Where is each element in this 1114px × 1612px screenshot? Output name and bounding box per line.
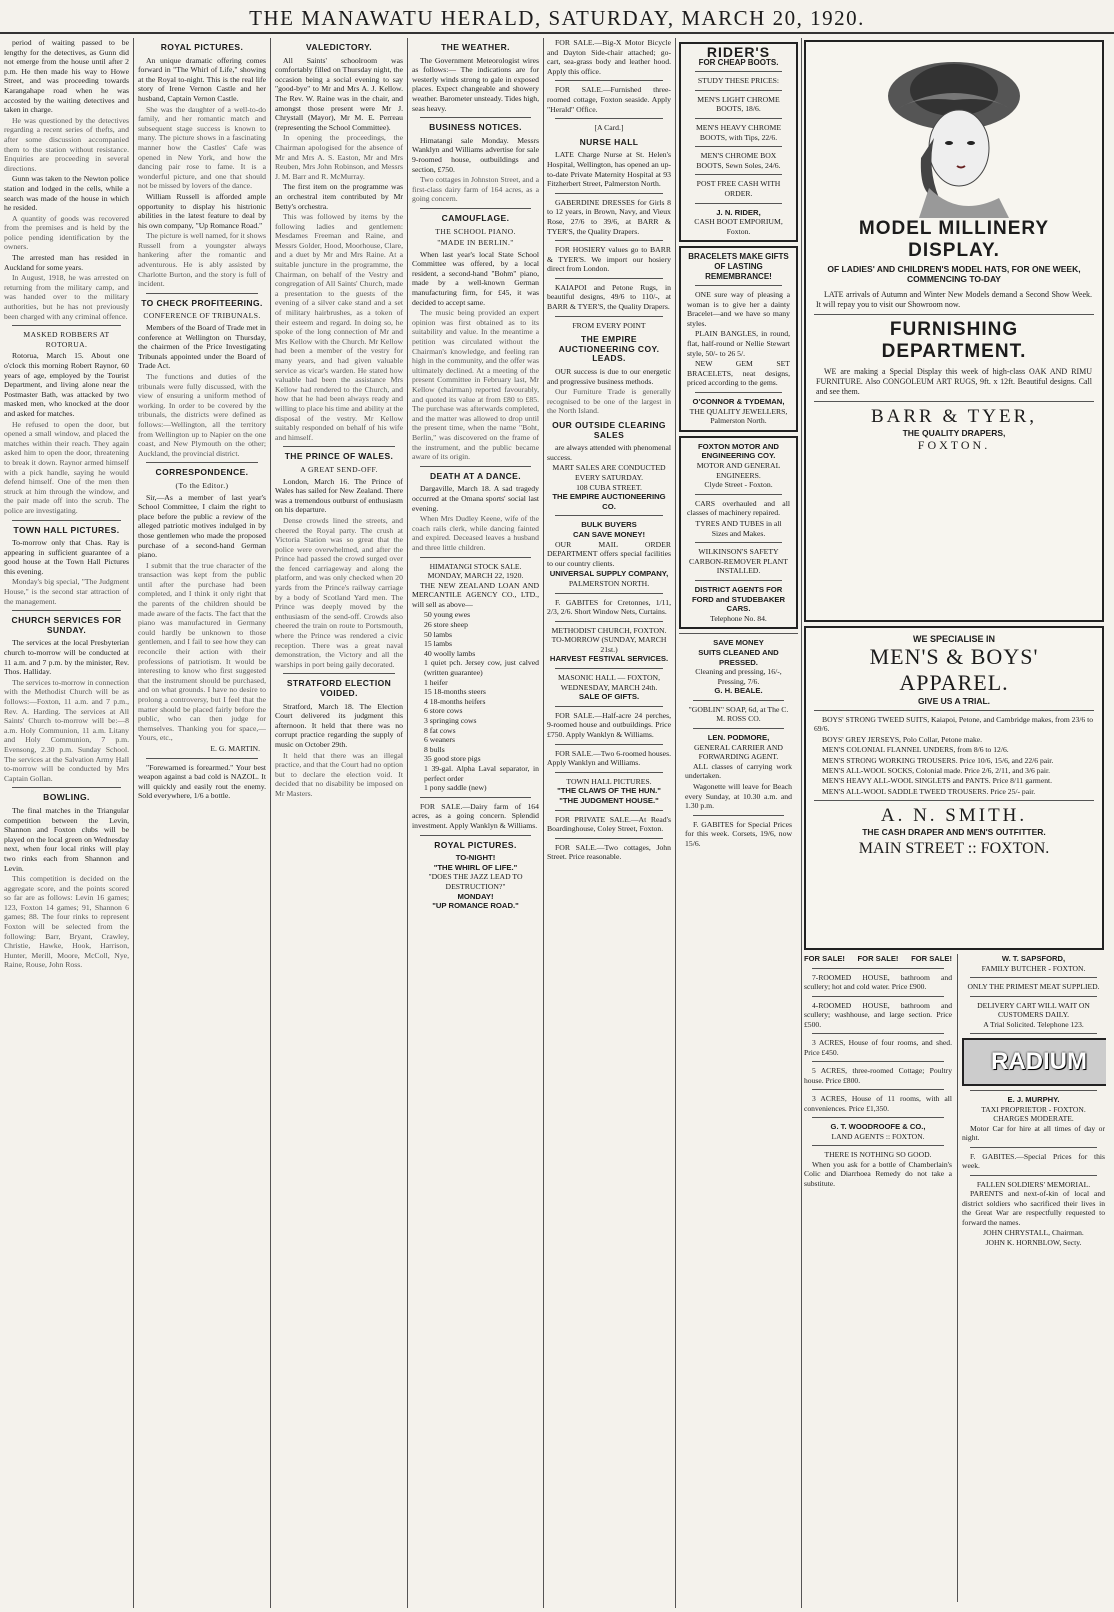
advert-line: Foxton. — [726, 226, 751, 236]
article-heading: THE WEATHER. — [441, 42, 510, 52]
advert-line: GIVE US A TRIAL. — [917, 696, 991, 706]
advert-line: JOHN CHRYSTALL, Chairman. — [983, 1228, 1084, 1237]
advert-line: Telephone No. 84. — [710, 613, 767, 623]
advert-line: DELIVERY CART WILL WAIT ON CUSTOMERS DAILY. — [977, 1000, 1090, 1019]
filler-text: He refused to open the door, but opened a small window, and placed the matches within their reach. They again asked him to open the door, threatening to break it down. Raynor armed himself with a pick handle, saying he would defend himself. One of the men then struck at him through the window, and the pair made off into the scrub. The police are investigating. — [4, 419, 129, 515]
article-heading: CORRESPONDENCE. — [155, 467, 249, 478]
article-paragraph: When last year's local State School Committee was offered, by a local resident, a second-hand "Bohm" piano, made by a well-known German manufacturing firm, for £45, it was decided to accept same. — [412, 249, 539, 307]
advert-text: LATE Charge Nurse at St. Helen's Hospital, Wellington, has opened an up-to-date Private Maternity Hospital at 93 Fitzherbert Street, Palmerston North. — [547, 150, 671, 189]
article-heading: ROYAL PICTURES. — [160, 42, 244, 52]
advert-line: FOR SALE! — [857, 954, 899, 963]
advert-title: SAVE MONEY — [713, 638, 764, 648]
advert-text: F. GABITES for Special Prices for this week. Corsets, 19/6, now 15/6. — [685, 819, 792, 848]
filler-text: The functions and duties of the tribunals were fully discussed, with the view of ensuring a uniform method of working. In order to be covered by the tribunals, the districts were defined as follows:—Wellington, all the territory from Wellington up to Napier on the one coast, and New Plymouth on the other; Auckland, the provincial district. — [138, 372, 266, 458]
stock-sale-date: MONDAY, MARCH 22, 1920. — [427, 571, 524, 581]
property-listing: 3 ACRES, House of 11 rooms, with all conveniences. Price £1,350. — [804, 1094, 952, 1113]
advert-text: OUR MAIL ORDER DEPARTMENT offers special facilities to our country clients. — [547, 539, 671, 568]
stock-item: 26 store sheep — [424, 620, 468, 630]
advert-line: MEN'S CHROME BOX BOOTS, Sewn Soles, 24/6. — [696, 151, 781, 170]
advert-title: RIDER'S — [706, 44, 771, 60]
divider — [812, 996, 944, 997]
stock-item: 1 heifer — [424, 677, 448, 687]
article-paragraph: Rotorua, March 15. About one o'clock this morning Robert Raynor, 60 years of age, employed by the Tourist Department, and living alone near the Postmaster Bath, was attacked by two masked men, who knocked at the door and asked for matches. — [4, 351, 129, 418]
article-paragraph: Sir,—As a member of last year's School Committee, I claim the right to place before the public a review of the alleged patriotic motives indulged in by those gentlemen who made the proposed purchase of a second-hand German piano. — [138, 492, 266, 560]
advert-line: TYRES AND TUBES in all Sizes and Makes. — [695, 518, 782, 538]
advertiser-name: BARR & TYER, — [870, 406, 1038, 427]
advert-text: LATE arrivals of Autumn and Winter New Models demand a Second Show Week. It will repay you to visit our Showroom now. — [816, 290, 1092, 309]
column-rule — [407, 38, 408, 1608]
stock-item: 35 good store pigs — [424, 754, 481, 764]
advert-line: FAMILY BUTCHER - FOXTON. — [981, 963, 1086, 973]
price-item: BOYS' STRONG TWEED SUITS, Kaiapoi, Petone, and Cambridge makes, from 23/6 to 69/6. — [814, 715, 1093, 734]
filler-text: Monday's big special, "The Judgment House," is the second star attraction of the management. — [4, 577, 129, 606]
advert-line: MASONIC HALL — FOXTON, WEDNESDAY, MARCH 24th. — [557, 673, 661, 692]
divider — [812, 1033, 944, 1034]
divider — [555, 80, 663, 81]
advert-line: MEN'S HEAVY CHROME BOOTS, with Tips, 22/6. — [695, 122, 782, 142]
stock-item: 15 18-months steers — [424, 687, 486, 697]
divider — [555, 240, 663, 241]
article-subheading: A GREAT SEND-OFF. — [300, 464, 378, 474]
article-paragraph: period of waiting passed to be lengthy for the detectives, as Gunn did not emerge from the house until after 2 p.m. He then made his way to Howe Street, and was proceeding towards Karangahape road when he was accosted by the waiting detectives and taken in charge. — [4, 38, 129, 115]
display-ads-column — [804, 38, 1106, 1606]
stock-item: 6 store cows — [424, 706, 463, 716]
advert-heading: NURSE HALL — [579, 136, 639, 147]
article-paragraph: The services at the local Presbyterian church to-morrow will be conducted at 11 a.m. and 7 p.m. by the minister, Rev. Thos. Halliday. — [4, 638, 129, 677]
advert-text: PLAIN BANGLES, in round, flat, half-round or Nellie Stewart style, 50/- to 26 5/. — [687, 329, 790, 358]
divider — [555, 515, 663, 516]
article-paragraph: The Government Meteorologist wires as follows:— The indications are for westerly winds strong to gale in exposed places. Expect changeable and showery weather. Barometer unsteady. Tides high, seas heavy. — [412, 55, 539, 113]
stock-sale-intro: THE NEW ZEALAND LOAN AND MERCANTILE AGENCY CO., LTD., will sell as above— — [412, 580, 539, 609]
advert-line: Palmerston North. — [710, 416, 767, 426]
divider — [555, 706, 663, 707]
divider — [970, 977, 1097, 978]
advert-line: "THE WHIRL OF LIFE." — [433, 862, 518, 872]
divider — [695, 580, 782, 581]
advert-text: F. GABITES for Cretonnes, 1/11, 2/3, 2/6. Short Window Nets, Curtains. — [547, 597, 671, 617]
divider — [146, 758, 258, 759]
advert-line: TOWN HALL PICTURES. — [566, 776, 652, 786]
advert-title: DISPLAY. — [908, 240, 1000, 261]
stock-item: 40 woolly lambs — [424, 648, 476, 658]
divider — [555, 744, 663, 745]
bracelets-ad — [679, 246, 798, 432]
price-item: MEN'S COLONIAL FLANNEL UNDERS, from 8/6 to 12/6. — [822, 745, 1009, 755]
article-paragraph: London, March 16. The Prince of Wales has sailed for New Zealand. There was a tremendous outburst of enthusiasm on his departure. — [275, 476, 403, 515]
divider — [970, 1033, 1097, 1034]
advert-text: OUR success is due to our energetic and progressive business methods. — [547, 367, 671, 386]
advert-line: FALLEN SOLDIERS' MEMORIAL. — [976, 1179, 1091, 1189]
advert-line: TO-NIGHT! — [455, 853, 496, 863]
filler-text: It held that there was an illegal practice, and that the Court had no option but to declare the election void. It decided that no disability be imposed on Mr Masters. — [275, 750, 403, 798]
article-heading: BUSINESS NOTICES. — [429, 122, 522, 133]
advertiser-name: G. T. WOODROOFE & CO., — [830, 1122, 926, 1131]
advert-line: WILKINSON'S SAFETY CARBON-REMOVER PLANT INSTALLED. — [689, 547, 788, 576]
tradesmen-ads — [957, 954, 1105, 1602]
filler-text: The services to-morrow in connection with the Methodist Church will be as follows:—Foxton, 11 a.m. and 7 p.m., Rev. A. Harding. The services at All Saints' Church to-morrow will be:—8 a.m. Holy Communion, 11 a.m. Litany and Holy Communion, 7 p.m. Evensong, 2.30 p.m. Sunday School. The services at the Salvation Army Hall to-morrow will be conducted by Mrs Captain Gollan. — [4, 677, 129, 783]
foxton-motor-ad — [679, 436, 798, 630]
divider — [970, 1090, 1097, 1091]
article-paragraph: William Russell is afforded ample opportunity to display his histrionic abilities in the latest feature to deal by his own company, "Up Romance Road." — [138, 191, 266, 230]
advert-line: LEN. PODMORE, — [707, 733, 770, 743]
filler-text: The music being provided an expert opinion was first obtained as to its suitability and value. In the meantime a petition was circulated without the Chairman's knowledge, and feeling ran high in the community, and the offer was ultimately declined. At a meeting of the present Committee in February last, Mr Kellow (chairman) reported favourably, and quoted its value at from £80 to £85. The purchase was afterwards completed, and the matter was allowed to drop until the present time, when the name "Boht, Berlin," was discovered on the frame of the instrument, and the public became aware of its origin. — [412, 308, 539, 462]
article-heading: TO CHECK PROFITEERING. — [141, 297, 263, 308]
divider — [695, 90, 782, 91]
advertiser-name: A. N. SMITH. — [880, 805, 1028, 827]
advert-line: SUITS CLEANED AND PRESSED. — [698, 647, 779, 667]
advert-line: FOR SALE! — [911, 954, 952, 963]
masthead-title: THE MANAWATU HERALD, SATURDAY, MARCH 20, 1920. — [249, 6, 865, 30]
price-item: MEN'S ALL-WOOL SOCKS, Colonial made. Price 2/6, 2/11, and 3/6 pair. — [822, 766, 1050, 776]
divider — [420, 835, 531, 836]
advert-line: LAND AGENTS :: FOXTON. — [831, 1131, 925, 1141]
advert-line: METHODIST CHURCH, FOXTON. — [551, 625, 667, 635]
article-paragraph: To-morrow only that Chas. Ray is appearing in sufficient guarantee of a good house at the Town Hall Pictures this evening. — [4, 538, 129, 576]
advert-line: DISTRICT AGENTS FOR FORD and STUDEBAKER CARS. — [691, 584, 786, 614]
article-paragraph: Gunn was taken to the Newton police station and lodged in the cells, while a search was made of the house in which he resided. — [4, 174, 129, 213]
divider — [814, 710, 1094, 711]
advert-heading: ROYAL PICTURES. — [434, 839, 517, 850]
advert-line: THE CASH DRAPER AND MEN'S OUTFITTER. — [862, 827, 1046, 838]
divider — [12, 610, 121, 611]
article-heading: BOWLING. — [43, 792, 90, 803]
advert-line: BULK BUYERS — [581, 520, 637, 530]
advertiser-name: W. T. SAPSFORD, — [1001, 954, 1066, 963]
advert-line: ONLY THE PRIMEST MEAT SUPPLIED. — [967, 982, 1100, 991]
article-paragraph: All Saints' schoolroom was comfortably filled on Thursday night, the occasion being a social evening to say "good-bye" to Mr and Mrs A. J. Kellow. The Rev. W. Raine was in the chair, and amongst those present were Mr J. Chrystall (Mayor), Mr M. E. Perreau (representing the School Committee). — [275, 55, 403, 132]
advert-heading: THE EMPIRE AUCTIONEERING COY. LEADS. — [558, 334, 660, 364]
advert-line: SALE OF GIFTS. — [578, 692, 640, 702]
advert-line: "THE JUDGMENT HOUSE." — [559, 796, 659, 805]
advert-text: FOR SALE.—Dairy farm of 164 acres, as a going concern. Splendid investment. Apply Wanklyn & Williams. — [412, 801, 539, 830]
divider — [812, 968, 944, 969]
article-paragraph: Himatangi sale Monday. Messrs Wanklyn and Williams advertise for sale 9-roomed house, outbuildings and section, £750. — [412, 135, 539, 174]
advert-line: TO-MORROW (SUNDAY, MARCH 21st.) — [551, 635, 667, 654]
price-item: MEN'S HEAVY ALL-WOOL SINGLETS and PANTS. Price 8/11 garment. — [822, 776, 1053, 786]
article-subheading: "MADE IN BERLIN." — [437, 238, 514, 248]
barr-tyer-millinery-ad — [804, 40, 1104, 622]
divider — [693, 700, 784, 701]
divider — [693, 728, 784, 729]
advert-text: Motor Car for hire at all times of day or night. — [962, 1123, 1105, 1142]
column-rule — [543, 38, 544, 1608]
advert-line: "UP ROMANCE ROAD." — [432, 901, 519, 911]
advert-line: MART SALES ARE CONDUCTED EVERY SATURDAY. — [552, 463, 666, 482]
advert-text: NEW GEM SET BRACELETS, neat designs, priced according to the gems. — [687, 359, 790, 388]
advert-line: FOXTON. — [917, 438, 991, 452]
advert-title: APPAREL. — [899, 670, 1009, 695]
price-item: MEN'S ALL-WOOL SADDLE TWEED TROUSERS. Price 25/- pair. — [822, 786, 1036, 796]
divider — [555, 838, 663, 839]
advert-text: FOR SALE.—Two 6-roomed houses. Apply Wanklyn and Williams. — [547, 748, 671, 768]
divider — [812, 1145, 944, 1146]
for-sale-banner — [804, 954, 952, 964]
divider — [12, 325, 121, 326]
advert-line: MAIN STREET :: FOXTON. — [858, 840, 1050, 858]
advert-text: KAIAPOI and Petone Rugs, in beautiful designs, 49/6 to 110/-, at BARR & TYER'S, the Quality Drapers. — [547, 282, 671, 312]
advert-text: WE are making a Special Display this week of high-class OAK AND RIMU FURNITURE. Also CONGOLEUM ART RUGS, 9ft. x 12ft. Beautiful designs. Call and see them. — [816, 367, 1092, 396]
advert-line: FROM EVERY POINT — [572, 320, 646, 330]
advert-line: THE QUALITY DRAPERS, — [902, 428, 1006, 438]
article-heading: CHURCH SERVICES FOR SUNDAY. — [11, 615, 122, 635]
divider — [555, 621, 663, 622]
advert-line: OF LADIES' AND CHILDREN'S MODEL HATS, FOR ONE WEEK, COMMENCING TO-DAY — [827, 264, 1081, 284]
article-paragraph: The final matches in the Triangular competition between the Levin, Shannon and Foxton clubs will be played on the local green on Wednesday next, when four local rinks will play two rinks each from Shannon and Levin. — [4, 805, 129, 873]
stock-item: 1 39-gal. Alpha Laval separator, in perfect order — [424, 763, 539, 783]
divider — [555, 278, 663, 279]
riders-boots-ad — [679, 42, 798, 242]
divider — [695, 285, 782, 286]
advert-title: MEN'S & BOYS' — [869, 644, 1039, 669]
masthead — [0, 6, 1114, 34]
price-item: MEN'S STRONG WORKING TROUSERS. Price 10/6, 15/6, and 22/6 pair. — [822, 755, 1054, 765]
divider — [555, 193, 663, 194]
divider — [812, 1061, 944, 1062]
divider — [283, 446, 395, 447]
article-heading: STRATFORD ELECTION VOIDED. — [286, 678, 392, 698]
divider — [695, 174, 782, 175]
advert-line: 108 CUBA STREET. — [576, 482, 642, 492]
stock-item: 8 bulls — [424, 744, 445, 754]
advert-heading: OUR OUTSIDE CLEARING SALES — [552, 420, 666, 440]
divider — [695, 542, 782, 543]
land-agents-ad — [804, 954, 952, 1602]
advert-line: A Trial Solicited. Telephone 123. — [983, 1019, 1084, 1029]
advert-title: MODEL MILLINERY — [858, 218, 1050, 239]
column-rule — [270, 38, 271, 1608]
advert-text: GABERDINE DRESSES for Girls 8 to 12 years, in Brown, Navy, and Vieux Rose, 27/6 to 39/6, at BARR & TYER'S, the Quality Drapers. — [547, 197, 671, 236]
column-rule — [801, 38, 802, 1608]
article-heading: VALEDICTORY. — [305, 42, 373, 52]
stock-item: 6 weaners — [424, 735, 455, 745]
advert-line: HARVEST FESTIVAL SERVICES. — [549, 654, 669, 664]
divider — [695, 392, 782, 393]
filler-text: He was questioned by the detectives regarding a recent series of thefts, and after some discussion accompanied them to the station without resistance. Enquiries are proceeding in several directions. — [4, 115, 129, 173]
divider — [12, 520, 121, 521]
divider — [283, 673, 395, 674]
article-heading: CAMOUFLAGE. — [441, 212, 510, 223]
advert-title: DEPARTMENT. — [881, 341, 1027, 362]
article-subheading: (To the Editor.) — [175, 480, 229, 490]
advert-text: FOR HOSIERY values go to BARR & TYER'S. We import our hosiery direct from London. — [547, 245, 671, 274]
divider — [695, 146, 782, 147]
filler-text: She was the daughter of a well-to-do family, and her romantic match and subsequent stage success is known to many. The picture shows in a fascinating manner how the Castles' Cafe was opened in New York, and how the dancing pair rose to fame. It is a wonderful picture, and one that should not be missed by lovers of the dance. — [138, 104, 266, 191]
stock-item: 1 pony saddle (new) — [424, 783, 487, 793]
divider — [814, 800, 1094, 801]
filler-text: Our Furniture Trade is generally recognised to be one of the largest in the North Island. — [547, 387, 671, 416]
divider — [555, 810, 663, 811]
divider — [695, 203, 782, 204]
filler-text: A quantity of goods was recovered from the premises and is held by the police pending identification by the owners. — [4, 213, 129, 252]
divider — [420, 466, 531, 467]
advert-text: FOR PRIVATE SALE.—At Read's Boardinghouse, Coley Street, Foxton. — [547, 814, 671, 834]
stock-item: 50 lambs — [424, 629, 452, 639]
advert-text: FOR SALE.—Half-acre 24 perches, 9-roomed house and outbuildings. Price £750. Apply Wanklyn & Williams. — [547, 710, 671, 740]
filler-text: The picture is well named, for it shows Russell from a youngster always hankering after the romantic and adventurous. He is ably assisted by Charlotte Burton, and the story is full of incident. — [138, 231, 266, 289]
article-paragraph: Dargaville, March 18. A sad tragedy occurred at the Omana sports' social last evening. — [412, 484, 539, 513]
divider — [420, 117, 531, 118]
advert-line: "DOES THE JAZZ LEAD TO DESTRUCTION?" — [428, 872, 523, 891]
column-rule — [133, 38, 134, 1608]
divider — [420, 208, 531, 209]
advert-line: UNIVERSAL SUPPLY COMPANY, — [549, 569, 669, 579]
article-paragraph: An unique dramatic offering comes forward in "The Whirl of Life," showing at the Royal to-night. This is the real life story of Irene Vernon Castle and her husband, Captain Vernon Castle. — [138, 55, 266, 103]
article-subheading: CONFERENCE OF TRIBUNALS. — [143, 311, 261, 321]
price-item: BOYS' GREY JERSEYS, Polo Collar, Petone make. — [822, 734, 983, 744]
advert-line: PALMERSTON NORTH. — [568, 578, 650, 588]
divider — [695, 71, 782, 72]
advert-text: F. GABITES.—Special Prices for this week. — [962, 1151, 1105, 1170]
stock-list — [412, 610, 539, 792]
divider — [970, 996, 1097, 997]
advert-title: FOXTON MOTOR AND ENGINEERING COY. — [697, 441, 779, 461]
advert-text: "Forewarned is forearmed." Your best weapon against a bad cold is NAZOL. It will quickly and easily rout the enemy. Sold everywhere, 1/6 a bottle. — [138, 762, 266, 801]
advert-line: GENERAL CARRIER AND FORWARDING AGENT. — [694, 742, 783, 762]
advert-line: Clyde Street - Foxton. — [704, 480, 773, 490]
column-5 — [547, 38, 671, 1606]
divider — [693, 815, 784, 816]
stock-item: 1 quiet pch. Jersey cow, just calved (written guarantee) — [424, 658, 539, 678]
letter-signature: E. G. MARTIN. — [210, 743, 260, 753]
radium-logo: RADIUM — [962, 1038, 1106, 1086]
column-4 — [412, 38, 539, 1606]
stock-sale-heading: HIMATANGI STOCK SALE. — [429, 561, 522, 571]
advert-line: [A Card.] — [594, 123, 624, 133]
stock-item: 50 young ewes — [424, 610, 471, 620]
apparel-price-list — [806, 715, 1102, 796]
divider — [970, 1147, 1097, 1148]
divider — [695, 118, 782, 119]
article-paragraph: Stratford, March 18. The Election Court delivered its judgment this afternoon. It held that there was no corrupt practice regarding the supply of music on October 29th. — [275, 701, 403, 749]
divider — [555, 668, 663, 669]
advert-text: ONE sure way of pleasing a woman is to give her a dainty Bracelet—and we have so many styles. — [687, 290, 790, 328]
advert-text: are always attended with phenomenal success. — [547, 443, 671, 462]
advert-line: THE QUALITY JEWELLERS, — [689, 406, 788, 416]
divider — [12, 787, 121, 788]
article-heading: THE PRINCE OF WALES. — [284, 451, 394, 462]
advert-text: Wagonette will leave for Beach every Sunday, at 10.30 a.m. and 1.30 p.m. — [685, 782, 792, 811]
advert-title: FURNISHING — [889, 319, 1019, 340]
advert-line: G. H. BEALE. — [714, 686, 763, 696]
divider — [555, 316, 663, 317]
article-paragraph: The arrested man has resided in Auckland for some years. — [4, 253, 129, 272]
divider — [146, 462, 258, 463]
column-1 — [4, 38, 129, 1606]
column-3 — [275, 38, 403, 1606]
advert-text: CARS overhauled and all classes of machinery repaired. — [687, 498, 790, 518]
advert-text: ALL classes of carrying work undertaken. — [685, 761, 792, 781]
advert-line: "GOBLIN" SOAP, 6d, at The C. M. ROSS CO. — [688, 704, 789, 724]
advert-line: TAXI PROPRIETOR - FOXTON. — [981, 1104, 1086, 1114]
divider — [812, 1117, 944, 1118]
divider — [812, 1089, 944, 1090]
advert-line: FOR SALE! — [804, 954, 845, 963]
divider — [814, 314, 1094, 315]
filler-text: This competition is decided on the aggregate score, and the points scored so far are as follows: Levin 16 games; 123, Foxton 14 games; 91, Shannon 6 games; 88. The four rinks to represent Foxton will be selected from the following: Barr, Bryant, Crawley, Christie, Hawke, Hook, Harrison, Hunter, Merill, Moore, McColl, Nye, Raine, Rouse, John Ross. — [4, 874, 129, 970]
advert-line: CASH BOOT EMPORIUM, — [694, 217, 783, 227]
advert-line: THERE IS NOTHING SO GOOD. — [824, 1150, 932, 1159]
filler-text: Dense crowds lined the streets, and cheered the Royal party. The crush at Victoria Station was so great that the police were overwhelmed, and after the Prince had passed the crowd surged over the fenced carriageway and along the platform, and was only checked when 20 yards from the Prince's railway carriage by a body of Scotland Yard men. The Prince was deeply moved by the enthusiasm of the send-off. Crowds also cheered the train on route to Portsmouth, where the Prince was rendered a civic reception. There was a great naval demonstration, the Victory and all the warships in port being gaily decorated. — [275, 515, 403, 669]
property-listing: 7-ROOMED HOUSE, bathroom and scullery; hot and cold water. Price £900. — [804, 972, 952, 991]
advert-line: MEN'S LIGHT CHROME BOOTS, 18/6. — [697, 94, 780, 114]
divider — [970, 1175, 1097, 1176]
divider — [420, 797, 531, 798]
article-heading: DEATH AT A DANCE. — [429, 470, 521, 481]
advert-text: FOR SALE.—Furnished three-roomed cottage, Foxton seaside. Apply "Herald" Office. — [547, 85, 671, 114]
stock-item: 8 fat cows — [424, 725, 456, 735]
advertiser-name: E. J. MURPHY. — [1007, 1095, 1060, 1104]
divider — [555, 772, 663, 773]
divider — [420, 557, 531, 558]
advert-line: STUDY THESE PRICES: — [697, 76, 780, 86]
mens-apparel-ad — [804, 626, 1104, 950]
advert-line: O'CONNOR & TYDEMAN, — [692, 397, 785, 407]
advert-line: CHARGES MODERATE. — [993, 1114, 1074, 1123]
column-6 — [679, 38, 798, 1606]
stock-item: 3 springing cows — [424, 716, 477, 725]
filler-text: In August, 1918, he was arrested on returning from the military camp, and was handed over to the military authorities, but he has not previously been charged with any criminal offence. — [4, 273, 129, 321]
filler-text: I submit that the true character of the transaction was kept from the public until after the purchase had been completed, and I think it only right that the parents of the children should be made aware of the facts. The fact that the piano was manufactured in Germany could hardly be unknown to those gentlemen, and I fail to see how they can reconcile their action with their professions of patriotism. It would be interesting to know who first suggested that the instrument should be purchased, and on what grounds. I have no desire to prolong a controversy, but I feel that the matter should be placed fairly before the public, who can then judge for themselves. Thanking you for space,—Yours, etc., — [138, 560, 266, 743]
property-listing: 5 ACRES, three-roomed Cottage; Poultry house. Price £800. — [804, 1066, 952, 1085]
column-rule — [675, 38, 676, 1608]
advert-line: THE EMPIRE AUCTIONEERING CO. — [552, 492, 666, 511]
article-subheading: THE SCHOOL PIANO. — [435, 226, 516, 236]
article-heading: MASKED ROBBERS AT ROTORUA. — [23, 330, 110, 349]
divider — [146, 293, 258, 294]
advert-line: "THE CLAWS OF THE HUN." — [557, 786, 661, 796]
advert-line: MONDAY! — [457, 891, 494, 901]
advert-line: CAN SAVE MONEY! — [572, 529, 646, 539]
filler-text: When Mrs Dudley Keene, wife of the coach rails clerk, while dancing fainted and expired. Deceased leaves a husband and three little children. — [412, 514, 539, 552]
advert-line: POST FREE CASH WITH ORDER. — [696, 179, 781, 198]
filler-text: Two cottages in Johnston Street, and a first-class dairy farm of 164 acres, as a going concern. — [412, 175, 539, 204]
advert-text: PARENTS and next-of-kin of local and district soldiers who sacrificed their lives in the Great War are respectfully requested to forward the names. — [962, 1189, 1105, 1227]
filler-text: This was followed by items by the following ladies and gentlemen: Mesdames Freeman and Raine, and Messrs Golder, Hood, Moorhouse, Clare, and a duet by Mr and Mrs Raine. At a suitable juncture in the programme, the Chairman, on behalf of the Vestry and congregation of All Saints' Church, made a presentation to the guests of the evening of a silver cake stand and a set of military hairbrushes, as a token of their esteem and regard. In doing so, he spoke of the long connection of Mr and Mrs Kellow with the Church. Mr Kellow had been a member of the vestry for many years, and had given valuable service as vicar's warden. He stated how valuable had been the assistance Mrs Kellow had rendered to the Church, and how that he had been always ready and willing to place his time and ability at the disposal of the vestry. Mr Kellow suitably responded on behalf of his wife and himself. — [275, 212, 403, 442]
stock-item: 4 18-months heifers — [424, 696, 486, 706]
article-heading: TOWN HALL PICTURES. — [13, 524, 120, 535]
property-listing: 3 ACRES, House of four rooms, and shed. Price £450. — [804, 1038, 952, 1057]
advert-line: FOR CHEAP BOOTS. — [698, 57, 779, 67]
stock-item: 15 lambs — [424, 639, 452, 649]
advert-title: BRACELETS MAKE GIFTS OF LASTING REMEMBRANCE! — [688, 252, 789, 281]
advert-line: J. N. RIDER, — [716, 207, 761, 217]
property-listing: 4-ROOMED HOUSE, bathroom and scullery; washhouse, and large section. Price £500. — [804, 1000, 952, 1029]
article-paragraph: Members of the Board of Trade met in conference at Wellington on Thursday, the chairmen of the Price Investigating Tribunals appointed under the Board of Trade Act. — [138, 323, 266, 371]
divider — [555, 593, 663, 594]
advert-line: Cleaning and pressing, 16/-, Pressing, 7/6. — [695, 667, 782, 686]
divider — [814, 401, 1094, 402]
advert-line: JOHN K. HORNBLOW, Secty. — [985, 1237, 1082, 1247]
advert-text: FOR SALE.—Two cottages, John Street. Price reasonable. — [547, 842, 671, 862]
lady-portrait-illustration — [879, 48, 1029, 218]
article-paragraph: The first item on the programme was an orchestral item contributed by Mr Betty's orchestra. — [275, 182, 403, 211]
advert-text: When you ask for a bottle of Chamberlain's Colic and Diarrhoea Remedy do not take a substitute. — [804, 1159, 952, 1188]
divider — [695, 494, 782, 495]
filler-text: In opening the proceedings, the Chairman apologised for the absence of Mr and Mrs A. S. Easton, Mr and Mrs Reuben, Mrs John Robinson, and Messrs J. M. Barr and R. McMurray. — [275, 133, 403, 181]
save-money-ad — [679, 633, 798, 853]
advert-line: WE SPECIALISE IN — [912, 634, 995, 644]
advert-line: MOTOR AND GENERAL ENGINEERS. — [696, 461, 781, 480]
column-2 — [138, 38, 266, 1606]
divider — [555, 118, 663, 119]
advert-text: FOR SALE.—Big-X Motor Bicycle and Dayton Side-chair attached; go-cart, sea-grass body and leather hood. Apply this office. — [547, 38, 671, 76]
